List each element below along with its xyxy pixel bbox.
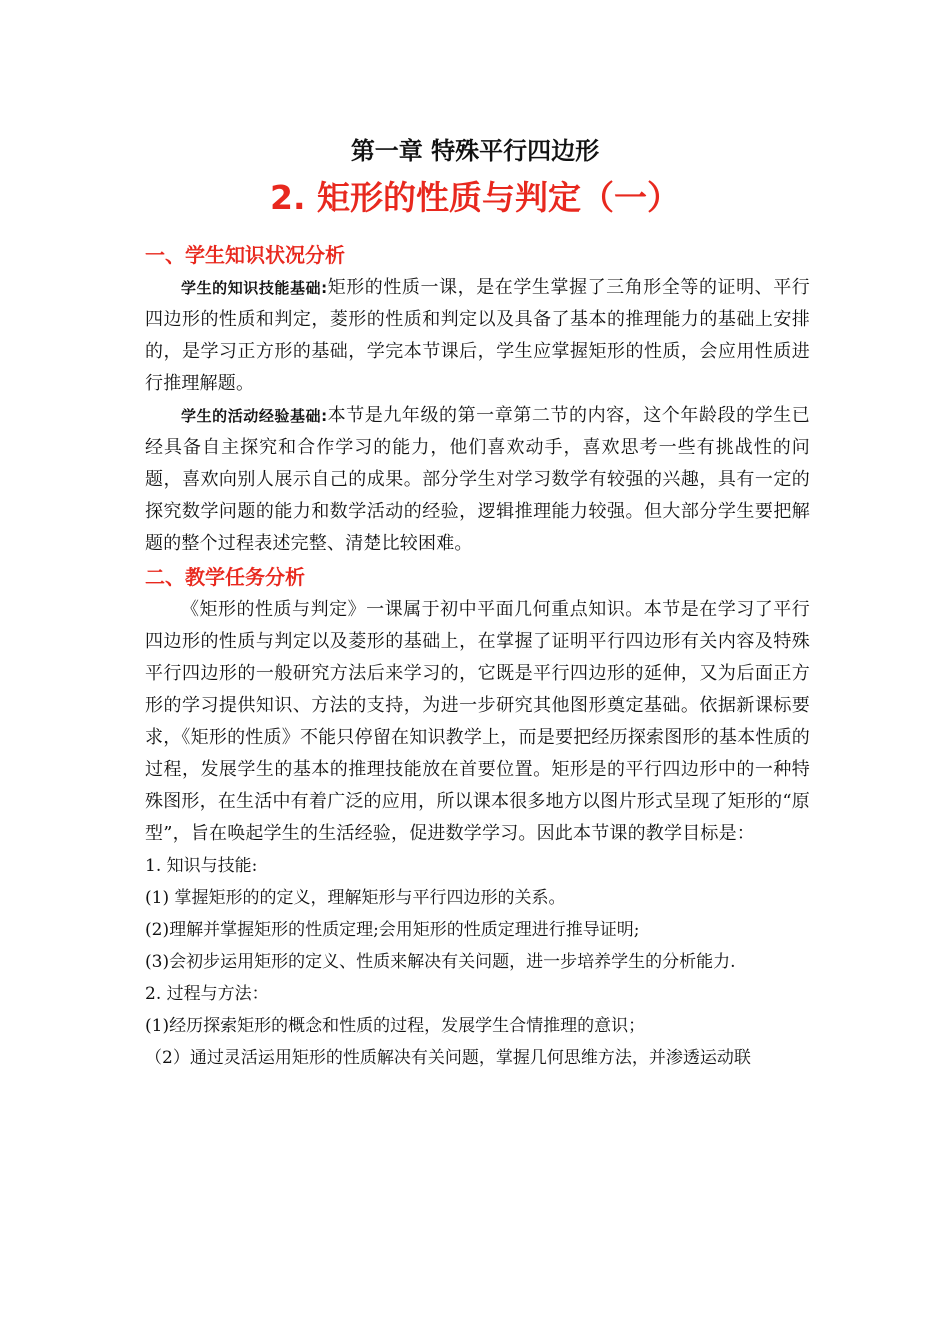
goal-item: (2)理解并掌握矩形的性质定理;会用矩形的性质定理进行推导证明; — [145, 920, 640, 940]
section-heading-task-analysis: 二、教学任务分析 — [145, 565, 305, 589]
lesson-title: 2. 矩形的性质与判定（一） — [270, 178, 680, 217]
goal-item: (1)经历探索矩形的概念和性质的过程，发展学生合情推理的意识； — [145, 1016, 646, 1036]
paragraph-activity-foundation — [145, 400, 810, 560]
goal-item: （2）通过灵活运用矩形的性质解决有关问题，掌握几何思维方法，并渗透运动联 — [145, 1048, 751, 1068]
section-heading-student-analysis: 一、学生知识状况分析 — [145, 243, 345, 267]
paragraph-text: 矩形的性质一课，是在学生掌握了三角形全等的证明、平行四边形的性质和判定，菱形的性质和判定以及具备了基本的推理能力的基础上安排的，是学习正方形的基础，学完本节课后，学生应掌握矩形的性质，会应用性质进行推理解题。 — [145, 277, 811, 394]
document-body — [145, 238, 810, 1074]
paragraph-text: 本节是九年级的第一章第二节的内容，这个年龄段的学生已经具备自主探究和合作学习的能力，他们喜欢动手，喜欢思考一些有挑战性的问题，喜欢向别人展示自己的成果。部分学生对学习数学有较强的兴趣，具有一定的探究数学问题的能力和数学活动的经验，逻辑推理能力较强。但大部分学生要把解题的整个过程表述完整、清楚比较困难。 — [145, 405, 811, 554]
paragraph-text: 《矩形的性质与判定》一课属于初中平面几何重点知识。本节是在学习了平行四边形的性质与判定以及菱形的基础上，在掌握了证明平行四边形有关内容及特殊平行四边形的一般研究方法后来学习的，它既是平行四边形的延伸，又为后面正方形的学习提供知识、方法的支持，为进一步研究其他图形奠定基础。依据新课标要求，《矩形的性质》不能只停留在知识教学上，而是要把经历探索图形的基本性质的过程，发展学生的基本的推理技能放在首要位置。矩形是的平行四边形中的一种特殊图形，在生活中有着广泛的应用，所以课本很多地方以图片形式呈现了矩形的“原型”，旨在唤起学生的生活经验，促进数学学习。因此本节课的教学目标是： — [145, 599, 810, 844]
chapter-title: 第一章 特殊平行四边形 — [350, 137, 600, 165]
paragraph-task-analysis — [145, 594, 810, 850]
goal-heading-knowledge: 1. 知识与技能: — [145, 856, 258, 876]
goal-item: (1) 掌握矩形的的定义，理解矩形与平行四边形的关系。 — [145, 888, 566, 908]
goal-item: (3)会初步运用矩形的定义、性质来解决有关问题，进一步培养学生的分析能力. — [145, 952, 736, 972]
goal-heading-process: 2. 过程与方法： — [145, 984, 269, 1004]
paragraph-lead: 学生的知识技能基础: — [181, 279, 328, 297]
paragraph-knowledge-foundation — [145, 272, 810, 400]
paragraph-lead: 学生的活动经验基础: — [181, 407, 328, 425]
